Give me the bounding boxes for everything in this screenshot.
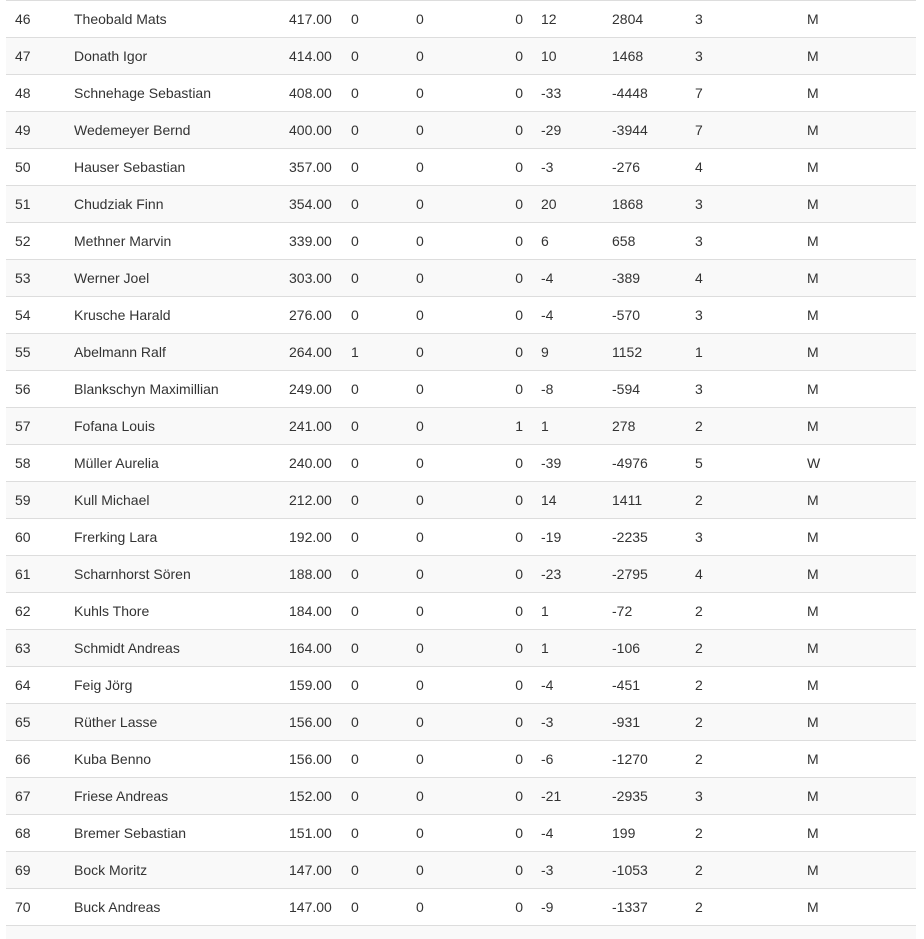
count-1-cell: 0 [342, 667, 407, 704]
points-cell: 357.00 [280, 149, 342, 186]
score-cell: 658 [603, 223, 686, 260]
player-name-cell: Werner Joel [65, 260, 280, 297]
games-cell: 2 [686, 593, 798, 630]
games-cell: 4 [686, 149, 798, 186]
games-cell: 3 [686, 371, 798, 408]
player-name-cell: Chudziak Finn [65, 186, 280, 223]
player-name-cell: Donath Igor [65, 38, 280, 75]
difference-cell: 14 [532, 482, 603, 519]
gender-cell: M [798, 1, 916, 38]
rank-cell: 55 [6, 334, 65, 371]
games-cell: 2 [686, 815, 798, 852]
player-name-cell: Kuhls Thore [65, 593, 280, 630]
count-1-cell: 0 [342, 815, 407, 852]
count-3-cell: 0 [508, 556, 532, 593]
points-cell: 152.00 [280, 778, 342, 815]
games-cell: 3 [686, 297, 798, 334]
count-3-cell: 0 [508, 519, 532, 556]
games-cell: 3 [686, 38, 798, 75]
difference-cell: -33 [532, 75, 603, 112]
rank-cell: 67 [6, 778, 65, 815]
count-1-cell: 0 [342, 519, 407, 556]
table-row [6, 408, 916, 445]
count-1-cell: 0 [342, 556, 407, 593]
rank-cell: 62 [6, 593, 65, 630]
games-cell: 2 [686, 630, 798, 667]
points-cell: 156.00 [280, 741, 342, 778]
count-3-cell: 0 [508, 38, 532, 75]
games-cell: 2 [686, 852, 798, 889]
rank-cell: 57 [6, 408, 65, 445]
points-cell: 188.00 [280, 556, 342, 593]
difference-cell: -8 [532, 371, 603, 408]
table-row [6, 630, 916, 667]
table-row [6, 371, 916, 408]
points-cell: 164.00 [280, 630, 342, 667]
points-cell: 264.00 [280, 334, 342, 371]
player-name-cell: Rüther Lasse [65, 704, 280, 741]
player-name-cell: Krusche Harald [65, 297, 280, 334]
table-row [6, 556, 916, 593]
table-row [6, 334, 916, 371]
games-cell: 7 [686, 112, 798, 149]
rank-cell: 58 [6, 445, 65, 482]
table-row [6, 778, 916, 815]
games-cell: 7 [686, 75, 798, 112]
games-cell: 2 [686, 704, 798, 741]
difference-cell: -4 [532, 260, 603, 297]
count-1-cell: 0 [342, 889, 407, 926]
count-2-cell: 0 [407, 741, 508, 778]
table-row [6, 223, 916, 260]
games-cell: 4 [686, 556, 798, 593]
score-cell: -570 [603, 297, 686, 334]
count-1-cell: 0 [342, 186, 407, 223]
difference-cell: -4 [532, 667, 603, 704]
player-name-cell: Scharnhorst Sören [65, 556, 280, 593]
points-cell: 184.00 [280, 593, 342, 630]
score-cell: -931 [603, 704, 686, 741]
games-cell: 1 [686, 334, 798, 371]
difference-cell: -6 [532, 741, 603, 778]
games-cell: 4 [686, 260, 798, 297]
player-name-cell: Buck Andreas [65, 889, 280, 926]
count-1-cell: 0 [342, 149, 407, 186]
points-cell: 159.00 [280, 667, 342, 704]
score-cell: 278 [603, 408, 686, 445]
count-2-cell: 0 [407, 667, 508, 704]
count-2-cell: 0 [407, 223, 508, 260]
difference-cell: -4 [532, 815, 603, 852]
rank-cell: 48 [6, 75, 65, 112]
rank-cell: 68 [6, 815, 65, 852]
difference-cell: 10 [532, 38, 603, 75]
ranking-table [6, 0, 916, 926]
table-row [6, 593, 916, 630]
rank-cell: 60 [6, 519, 65, 556]
gender-cell: W [798, 445, 916, 482]
player-name-cell: Methner Marvin [65, 223, 280, 260]
gender-cell: M [798, 149, 916, 186]
points-cell: 414.00 [280, 38, 342, 75]
count-2-cell: 0 [407, 297, 508, 334]
games-cell: 3 [686, 186, 798, 223]
table-row [6, 852, 916, 889]
score-cell: 1411 [603, 482, 686, 519]
table-row [6, 297, 916, 334]
points-cell: 417.00 [280, 1, 342, 38]
count-1-cell: 0 [342, 223, 407, 260]
count-1-cell: 0 [342, 1, 407, 38]
score-cell: -72 [603, 593, 686, 630]
games-cell: 2 [686, 667, 798, 704]
points-cell: 354.00 [280, 186, 342, 223]
count-2-cell: 0 [407, 408, 508, 445]
count-2-cell: 0 [407, 593, 508, 630]
score-cell: 2804 [603, 1, 686, 38]
count-1-cell: 0 [342, 741, 407, 778]
rank-cell: 53 [6, 260, 65, 297]
score-cell: -4976 [603, 445, 686, 482]
count-1-cell: 0 [342, 38, 407, 75]
difference-cell: 12 [532, 1, 603, 38]
difference-cell: 1 [532, 408, 603, 445]
player-name-cell: Blankschyn Maximillian [65, 371, 280, 408]
difference-cell: -4 [532, 297, 603, 334]
player-name-cell: Wedemeyer Bernd [65, 112, 280, 149]
difference-cell: 1 [532, 630, 603, 667]
player-name-cell: Kuba Benno [65, 741, 280, 778]
gender-cell: M [798, 704, 916, 741]
ranking-table-body [6, 1, 916, 926]
count-1-cell: 0 [342, 408, 407, 445]
rank-cell: 51 [6, 186, 65, 223]
count-3-cell: 0 [508, 223, 532, 260]
score-cell: -2235 [603, 519, 686, 556]
player-name-cell: Theobald Mats [65, 1, 280, 38]
score-cell: -2795 [603, 556, 686, 593]
rank-cell: 63 [6, 630, 65, 667]
count-3-cell: 0 [508, 334, 532, 371]
games-cell: 3 [686, 1, 798, 38]
count-3-cell: 0 [508, 778, 532, 815]
count-1-cell: 0 [342, 371, 407, 408]
difference-cell: 1 [532, 593, 603, 630]
player-name-cell: Bremer Sebastian [65, 815, 280, 852]
count-2-cell: 0 [407, 371, 508, 408]
gender-cell: M [798, 593, 916, 630]
points-cell: 156.00 [280, 704, 342, 741]
difference-cell: 20 [532, 186, 603, 223]
count-2-cell: 0 [407, 519, 508, 556]
next-row-partial [6, 925, 916, 939]
score-cell: -1337 [603, 889, 686, 926]
table-row [6, 1, 916, 38]
count-1-cell: 1 [342, 334, 407, 371]
gender-cell: M [798, 815, 916, 852]
count-3-cell: 0 [508, 186, 532, 223]
gender-cell: M [798, 297, 916, 334]
count-3-cell: 0 [508, 371, 532, 408]
gender-cell: M [798, 778, 916, 815]
score-cell: -389 [603, 260, 686, 297]
difference-cell: -21 [532, 778, 603, 815]
rank-cell: 70 [6, 889, 65, 926]
points-cell: 303.00 [280, 260, 342, 297]
player-name-cell: Fofana Louis [65, 408, 280, 445]
gender-cell: M [798, 38, 916, 75]
count-1-cell: 0 [342, 75, 407, 112]
difference-cell: -39 [532, 445, 603, 482]
gender-cell: M [798, 482, 916, 519]
count-3-cell: 0 [508, 112, 532, 149]
rank-cell: 59 [6, 482, 65, 519]
count-2-cell: 0 [407, 334, 508, 371]
count-3-cell: 0 [508, 297, 532, 334]
count-2-cell: 0 [407, 75, 508, 112]
gender-cell: M [798, 186, 916, 223]
count-1-cell: 0 [342, 593, 407, 630]
gender-cell: M [798, 519, 916, 556]
count-2-cell: 0 [407, 815, 508, 852]
score-cell: -106 [603, 630, 686, 667]
points-cell: 276.00 [280, 297, 342, 334]
table-row [6, 741, 916, 778]
difference-cell: -3 [532, 852, 603, 889]
count-2-cell: 0 [407, 445, 508, 482]
count-3-cell: 0 [508, 482, 532, 519]
count-3-cell: 0 [508, 630, 532, 667]
count-1-cell: 0 [342, 260, 407, 297]
gender-cell: M [798, 667, 916, 704]
gender-cell: M [798, 889, 916, 926]
games-cell: 2 [686, 408, 798, 445]
count-1-cell: 0 [342, 852, 407, 889]
player-name-cell: Bock Moritz [65, 852, 280, 889]
count-2-cell: 0 [407, 889, 508, 926]
player-name-cell: Kull Michael [65, 482, 280, 519]
gender-cell: M [798, 852, 916, 889]
difference-cell: 6 [532, 223, 603, 260]
gender-cell: M [798, 334, 916, 371]
count-2-cell: 0 [407, 186, 508, 223]
score-cell: -594 [603, 371, 686, 408]
score-cell: -276 [603, 149, 686, 186]
table-row [6, 704, 916, 741]
count-3-cell: 1 [508, 408, 532, 445]
player-name-cell: Schmidt Andreas [65, 630, 280, 667]
table-row [6, 186, 916, 223]
player-name-cell: Abelmann Ralf [65, 334, 280, 371]
score-cell: 1468 [603, 38, 686, 75]
points-cell: 408.00 [280, 75, 342, 112]
rank-cell: 54 [6, 297, 65, 334]
ranking-table-container [6, 0, 916, 926]
count-1-cell: 0 [342, 482, 407, 519]
rank-cell: 66 [6, 741, 65, 778]
points-cell: 400.00 [280, 112, 342, 149]
table-row [6, 112, 916, 149]
rank-cell: 46 [6, 1, 65, 38]
difference-cell: -9 [532, 889, 603, 926]
count-2-cell: 0 [407, 1, 508, 38]
rank-cell: 52 [6, 223, 65, 260]
points-cell: 147.00 [280, 889, 342, 926]
count-2-cell: 0 [407, 630, 508, 667]
games-cell: 3 [686, 223, 798, 260]
gender-cell: M [798, 223, 916, 260]
points-cell: 249.00 [280, 371, 342, 408]
gender-cell: M [798, 260, 916, 297]
rank-cell: 49 [6, 112, 65, 149]
difference-cell: -19 [532, 519, 603, 556]
gender-cell: M [798, 371, 916, 408]
score-cell: 1868 [603, 186, 686, 223]
difference-cell: -3 [532, 704, 603, 741]
rank-cell: 61 [6, 556, 65, 593]
count-1-cell: 0 [342, 778, 407, 815]
games-cell: 2 [686, 889, 798, 926]
count-3-cell: 0 [508, 852, 532, 889]
count-2-cell: 0 [407, 482, 508, 519]
games-cell: 5 [686, 445, 798, 482]
rank-cell: 50 [6, 149, 65, 186]
count-3-cell: 0 [508, 445, 532, 482]
count-2-cell: 0 [407, 778, 508, 815]
count-3-cell: 0 [508, 815, 532, 852]
rank-cell: 47 [6, 38, 65, 75]
count-3-cell: 0 [508, 75, 532, 112]
count-1-cell: 0 [342, 630, 407, 667]
count-2-cell: 0 [407, 38, 508, 75]
rank-cell: 56 [6, 371, 65, 408]
player-name-cell: Müller Aurelia [65, 445, 280, 482]
count-1-cell: 0 [342, 445, 407, 482]
player-name-cell: Feig Jörg [65, 667, 280, 704]
count-2-cell: 0 [407, 112, 508, 149]
difference-cell: 9 [532, 334, 603, 371]
table-row [6, 445, 916, 482]
count-3-cell: 0 [508, 260, 532, 297]
table-row [6, 38, 916, 75]
difference-cell: -3 [532, 149, 603, 186]
table-row [6, 889, 916, 926]
table-row [6, 815, 916, 852]
games-cell: 2 [686, 741, 798, 778]
gender-cell: M [798, 112, 916, 149]
games-cell: 3 [686, 519, 798, 556]
gender-cell: M [798, 556, 916, 593]
player-name-cell: Schnehage Sebastian [65, 75, 280, 112]
player-name-cell: Frerking Lara [65, 519, 280, 556]
count-3-cell: 0 [508, 593, 532, 630]
points-cell: 192.00 [280, 519, 342, 556]
player-name-cell: Friese Andreas [65, 778, 280, 815]
table-row [6, 519, 916, 556]
table-row [6, 260, 916, 297]
count-2-cell: 0 [407, 852, 508, 889]
count-2-cell: 0 [407, 149, 508, 186]
difference-cell: -29 [532, 112, 603, 149]
count-3-cell: 0 [508, 889, 532, 926]
rank-cell: 69 [6, 852, 65, 889]
points-cell: 241.00 [280, 408, 342, 445]
points-cell: 212.00 [280, 482, 342, 519]
gender-cell: M [798, 75, 916, 112]
score-cell: 1152 [603, 334, 686, 371]
table-row [6, 149, 916, 186]
count-1-cell: 0 [342, 112, 407, 149]
games-cell: 3 [686, 778, 798, 815]
player-name-cell: Hauser Sebastian [65, 149, 280, 186]
gender-cell: M [798, 741, 916, 778]
games-cell: 2 [686, 482, 798, 519]
points-cell: 339.00 [280, 223, 342, 260]
count-3-cell: 0 [508, 149, 532, 186]
count-3-cell: 0 [508, 704, 532, 741]
count-1-cell: 0 [342, 704, 407, 741]
score-cell: -1270 [603, 741, 686, 778]
count-3-cell: 0 [508, 1, 532, 38]
count-3-cell: 0 [508, 741, 532, 778]
points-cell: 240.00 [280, 445, 342, 482]
gender-cell: M [798, 630, 916, 667]
count-3-cell: 0 [508, 667, 532, 704]
count-2-cell: 0 [407, 260, 508, 297]
score-cell: -1053 [603, 852, 686, 889]
rank-cell: 64 [6, 667, 65, 704]
score-cell: 199 [603, 815, 686, 852]
points-cell: 147.00 [280, 852, 342, 889]
table-row [6, 75, 916, 112]
difference-cell: -23 [532, 556, 603, 593]
count-1-cell: 0 [342, 297, 407, 334]
score-cell: -2935 [603, 778, 686, 815]
table-row [6, 482, 916, 519]
rank-cell: 65 [6, 704, 65, 741]
gender-cell: M [798, 408, 916, 445]
count-2-cell: 0 [407, 556, 508, 593]
table-row [6, 667, 916, 704]
score-cell: -4448 [603, 75, 686, 112]
score-cell: -3944 [603, 112, 686, 149]
score-cell: -451 [603, 667, 686, 704]
points-cell: 151.00 [280, 815, 342, 852]
count-2-cell: 0 [407, 704, 508, 741]
